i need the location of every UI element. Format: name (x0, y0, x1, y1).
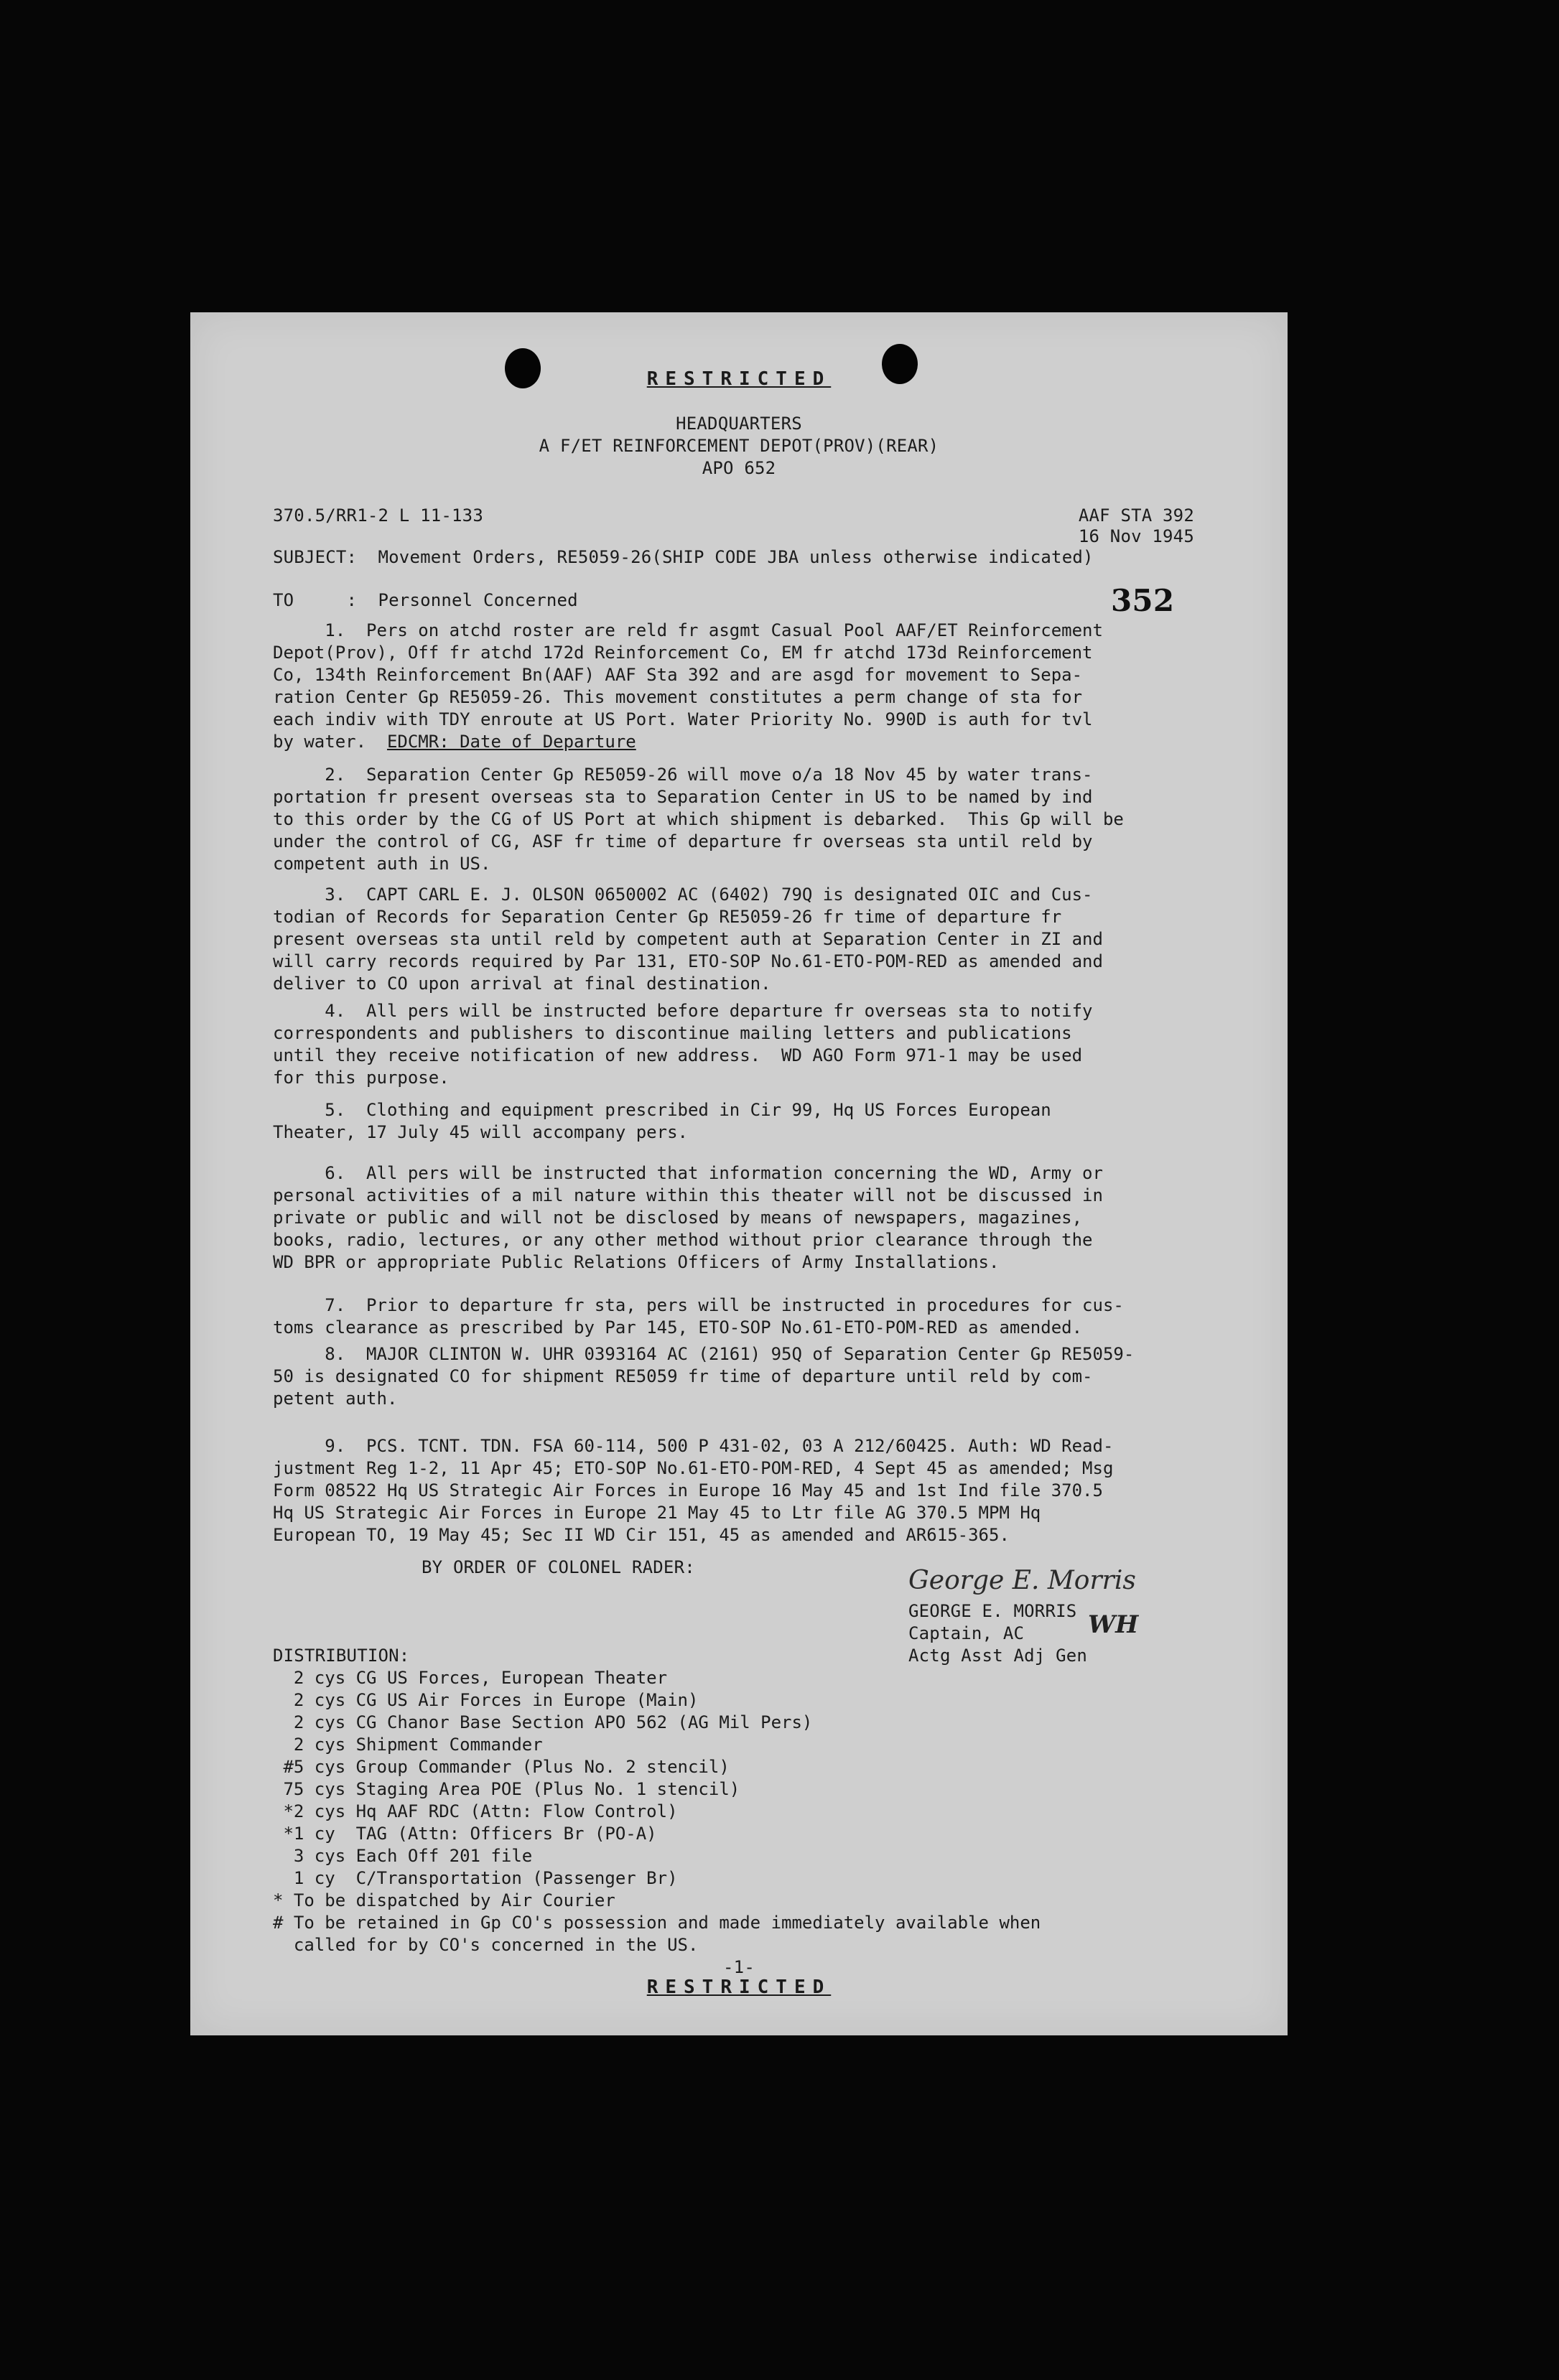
document-page (190, 312, 1288, 2035)
paragraph-line: Co, 134th Reinforcement Bn(AAF) AAF Sta 392 and are asgd for movement to Sepa- (273, 665, 1083, 685)
paragraph-line: 6. All pers will be instructed that information concerning the WD, Army or (273, 1163, 1103, 1183)
stamp-number: 352 (1111, 583, 1175, 618)
org-line-2: A F/ET REINFORCEMENT DEPOT(PROV)(REAR) (539, 436, 939, 456)
distribution-item: 2 cys Shipment Commander (273, 1735, 543, 1755)
paragraph-line: Depot(Prov), Off fr atchd 172d Reinforcement Co, EM fr atchd 173d Reinforcement (273, 643, 1093, 663)
paragraph-line: European TO, 19 May 45; Sec II WD Cir 151, 45 as amended and AR615-365. (273, 1525, 1010, 1545)
paragraph-line: competent auth in US. (273, 854, 491, 874)
paragraph-line: 2. Separation Center Gp RE5059-26 will move o/a 18 Nov 45 by water trans- (273, 765, 1093, 785)
subject-line: SUBJECT: Movement Orders, RE5059-26(SHIP CODE JBA unless otherwise indicated) (273, 547, 1094, 567)
file-number: 370.5/RR1-2 L 11-133 (273, 505, 483, 526)
paragraph-line: deliver to CO upon arrival at final destination. (273, 974, 771, 994)
paragraph-1 (273, 620, 1103, 753)
order-date: 16 Nov 1945 (1078, 526, 1194, 546)
distribution-item: 2 cys CG Chanor Base Section APO 562 (AG Mil Pers) (273, 1712, 813, 1732)
distribution-heading: DISTRIBUTION: (273, 1646, 410, 1666)
distribution-item: 75 cys Staging Area POE (Plus No. 1 stencil) (273, 1779, 740, 1799)
classification-footer: RESTRICTED (646, 1977, 832, 1998)
paragraph-line: 4. All pers will be instructed before departure fr overseas sta to notify (273, 1001, 1093, 1021)
paragraph-line: to this order by the CG of US Port at which shipment is debarked. This Gp will be (273, 809, 1124, 829)
paragraph-line: 3. CAPT CARL E. J. OLSON 0650002 AC (6402) 79Q is designated OIC and Cus- (273, 885, 1093, 905)
paragraph-line: ration Center Gp RE5059-26. This movement constitutes a perm change of sta for (273, 687, 1083, 707)
paragraph-line: petent auth. (273, 1389, 398, 1409)
paragraph-8 (273, 1343, 1134, 1410)
paragraph-line: personal activities of a mil nature within this theater will not be discussed in (273, 1185, 1103, 1205)
distribution-item: *1 cy TAG (Attn: Officers Br (PO-A) (273, 1824, 657, 1844)
paragraph-line: will carry records required by Par 131, ETO-SOP No.61-ETO-POM-RED as amended and (273, 951, 1103, 971)
paragraph-line: portation fr present overseas sta to Separation Center in US to be named by ind (273, 787, 1093, 807)
distribution-note: * To be dispatched by Air Courier (273, 1890, 615, 1910)
distribution-item: 2 cys CG US Air Forces in Europe (Main) (273, 1690, 699, 1710)
paragraph-line: Form 08522 Hq US Strategic Air Forces in Europe 16 May 45 and 1st Ind file 370.5 (273, 1480, 1103, 1501)
paragraph-3 (273, 884, 1103, 995)
paragraph-line: under the control of CG, ASF fr time of departure fr overseas sta until reld by (273, 831, 1093, 851)
paragraph-2 (273, 764, 1124, 875)
distribution-item: 1 cy C/Transportation (Passenger Br) (273, 1868, 678, 1888)
handwritten-signature: George E. Morris (908, 1566, 1136, 1595)
org-line-1: HEADQUARTERS (676, 414, 802, 434)
paragraph-line: for this purpose. (273, 1068, 450, 1088)
edcmr-note: EDCMR: Date of Departure (386, 732, 636, 752)
paragraph-line: 8. MAJOR CLINTON W. UHR 0393164 AC (2161) 95Q of Separation Center Gp RE5059- (273, 1344, 1135, 1364)
by-order-line: BY ORDER OF COLONEL RADER: (422, 1557, 695, 1577)
handwritten-initials: WH (1088, 1610, 1139, 1639)
signer-title: Actg Asst Adj Gen (908, 1646, 1088, 1666)
paragraph-line: each indiv with TDY enroute at US Port. Water Priority No. 990D is auth for tvl (273, 709, 1093, 729)
paragraph-9 (273, 1435, 1113, 1546)
distribution-note: # To be retained in Gp CO's possession and made immediately available when (273, 1913, 1041, 1933)
paragraph-line: WD BPR or appropriate Public Relations Officers of Army Installations. (273, 1252, 1000, 1272)
paragraph-line: 5. Clothing and equipment prescribed in Cir 99, Hq US Forces European (273, 1100, 1051, 1120)
org-line-3: APO 652 (702, 458, 776, 478)
distribution-item: 3 cys Each Off 201 file (273, 1846, 533, 1866)
paragraph-line: present overseas sta until reld by competent auth at Separation Center in ZI and (273, 929, 1103, 949)
paragraph-4 (273, 1000, 1093, 1089)
paragraph-line: todian of Records for Separation Center Gp RE5059-26 fr time of departure fr (273, 907, 1062, 927)
distribution-item: 2 cys CG US Forces, European Theater (273, 1668, 668, 1688)
station: AAF STA 392 (1078, 505, 1194, 526)
page-number: -1- (723, 1957, 755, 1977)
paragraph-5 (273, 1099, 1051, 1144)
paragraph-line: 9. PCS. TCNT. TDN. FSA 60-114, 500 P 431-02, 03 A 212/60425. Auth: WD Read- (273, 1436, 1114, 1456)
paragraph-6 (273, 1162, 1103, 1274)
paragraph-line: 50 is designated CO for shipment RE5059 fr time of departure until reld by com- (273, 1366, 1093, 1386)
paragraph-line: correspondents and publishers to discontinue mailing letters and publications (273, 1023, 1072, 1043)
paragraph-line: justment Reg 1-2, 11 Apr 45; ETO-SOP No.61-ETO-POM-RED, 4 Sept 45 as amended; Msg (273, 1458, 1114, 1478)
distribution-note: called for by CO's concerned in the US. (273, 1935, 699, 1955)
paragraph-line: Hq US Strategic Air Forces in Europe 21 May 45 to Ltr file AG 370.5 MPM Hq (273, 1503, 1041, 1523)
paragraph-line (273, 731, 1103, 753)
distribution-item: #5 cys Group Commander (Plus No. 2 stencil) (273, 1757, 730, 1777)
paragraph-line: toms clearance as prescribed by Par 145, ETO-SOP No.61-ETO-POM-RED as amended. (273, 1317, 1083, 1338)
distribution-list (273, 1667, 1041, 1956)
signer-name: GEORGE E. MORRIS (908, 1601, 1077, 1621)
paragraph-line: private or public and will not be disclosed by means of newspapers, magazines, (273, 1208, 1083, 1228)
paragraph-text: by water. (273, 732, 387, 752)
paragraph-7 (273, 1294, 1124, 1339)
distribution-item: *2 cys Hq AAF RDC (Attn: Flow Control) (273, 1801, 678, 1821)
signer-rank: Captain, AC (908, 1623, 1025, 1643)
paragraph-line: Theater, 17 July 45 will accompany pers. (273, 1122, 688, 1142)
classification-header: RESTRICTED (646, 368, 832, 390)
paragraph-line: 7. Prior to departure fr sta, pers will be instructed in procedures for cus- (273, 1295, 1124, 1315)
paragraph-line: 1. Pers on atchd roster are reld fr asgmt Casual Pool AAF/ET Reinforcement (273, 620, 1103, 640)
paragraph-line: until they receive notification of new address. WD AGO Form 971-1 may be used (273, 1045, 1083, 1065)
paragraph-line: books, radio, lectures, or any other method without prior clearance through the (273, 1230, 1093, 1250)
addressee-line: TO : Personnel Concerned (273, 590, 578, 610)
